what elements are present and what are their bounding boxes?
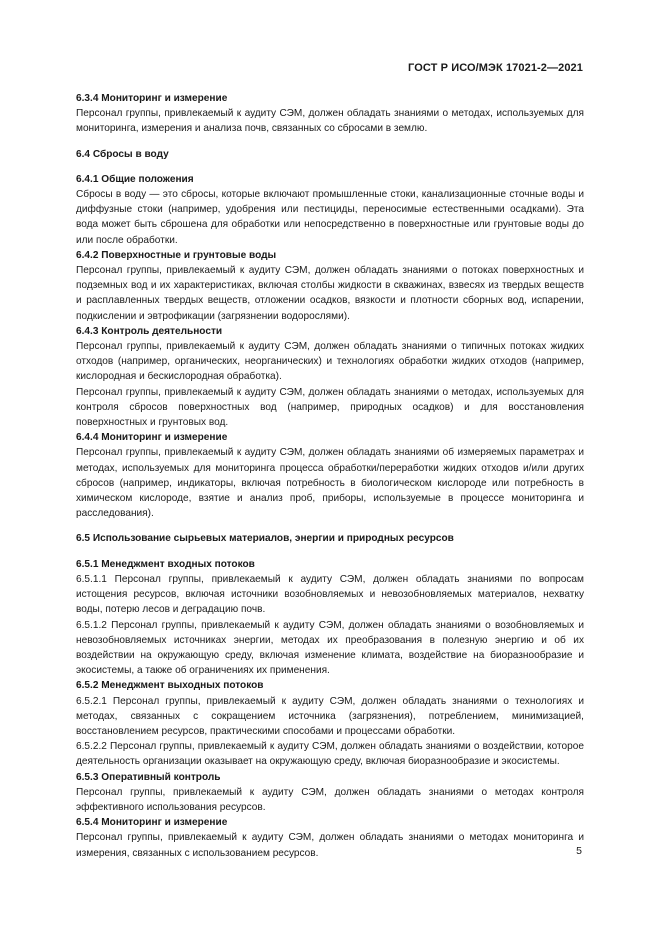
- section-heading: 6.5 Использование сырьевых материалов, энергии и природных ресурсов: [76, 533, 454, 545]
- spacer: [76, 521, 584, 531]
- section-heading: 6.4.4 Мониторинг и измерение: [76, 432, 228, 444]
- section-heading: 6.5.1 Менеджмент входных потоков: [76, 558, 255, 570]
- paragraph: Персонал группы, привлекаемый к аудиту СЭМ, должен обладать знаниями о методах мониторинга и измерения, связанных с использованием ресурсов.: [76, 832, 584, 859]
- spacer: [76, 547, 584, 557]
- section-heading: 6.5.2 Менеджмент выходных потоков: [76, 680, 264, 692]
- paragraph: 6.5.1.1 Персонал группы, привлекаемый к аудиту СЭМ, должен обладать знаниями по вопросам истощения ресурсов, включая источники возобновляемых и невозобновляемых материалов, нехватку воды, потерю лесов и деградацию почв.: [76, 573, 584, 616]
- paragraph: 6.5.1.2 Персонал группы, привлекаемый к аудиту СЭМ, должен обладать знаниями о возобновляемых и невозобновляемых источниках энергии, методах их преобразования в полезную энергию и об их воздействии на окружающую среду, включая изменение климата, воздействие на биоразнообразие и экосистемы, а также об ограничениях их применения.: [76, 619, 584, 677]
- paragraph: Персонал группы, привлекаемый к аудиту СЭМ, должен обладать знаниями о потоках поверхностных и подземных вод и их характеристиках, включая столбы жидкости в скважинах, взвесях из твердых веществ и расплавленных твердых веществ, отложении осадков, вязкости и плотности сборных вод, испарении, подкислении и эвтрофикации (загрязнении водорослями).: [76, 265, 584, 322]
- document-header: ГОСТ Р ИСО/МЭК 17021-2—2021: [408, 62, 583, 74]
- section-heading: 6.5.3 Оперативный контроль: [76, 771, 221, 783]
- spacer: [76, 162, 584, 172]
- paragraph: Персонал группы, привлекаемый к аудиту СЭМ, должен обладать знаниями о методах контроля эффективного использования ресурсов.: [76, 786, 584, 813]
- paragraph: Сбросы в воду — это сбросы, которые включают промышленные стоки, канализационные сточные воды и диффузные стоки (например, удобрения или пестициды, переносимые естественными осадками). Эта вода может быть сброшена для обработки или непосредственно в поверхностные или грунтовые воды до или после обработки.: [76, 189, 584, 246]
- paragraph: Персонал группы, привлекаемый к аудиту СЭМ, должен обладать знаниями о методах, используемых для мониторинга, измерения и анализа почв, связанных со сбросами в землю.: [76, 108, 584, 135]
- section-heading: 6.4 Сбросы в воду: [76, 148, 169, 160]
- document-body: [76, 91, 584, 861]
- section-heading: 6.5.4 Мониторинг и измерение: [76, 817, 228, 829]
- section-heading: 6.4.3 Контроль деятельности: [76, 325, 223, 337]
- page-number: 5: [576, 845, 582, 857]
- section-heading: 6.3.4 Мониторинг и измерение: [76, 93, 228, 104]
- spacer: [76, 137, 584, 147]
- section-heading: 6.4.2 Поверхностные и грунтовые воды: [76, 249, 277, 261]
- section-heading: 6.4.1 Общие положения: [76, 173, 194, 185]
- paragraph: Персонал группы, привлекаемый к аудиту СЭМ, должен обладать знаниями о методах, используемых для контроля сбросов поверхностных вод (например, природных осадков) и для восстановления поверхностных и грунтовых вод.: [76, 386, 584, 429]
- paragraph: Персонал группы, привлекаемый к аудиту СЭМ, должен обладать знаниями о типичных потоках жидких отходов (например, органических, неорганических) и технологиях обработки жидких отходов (например, кислородная и бескислородная обработка).: [76, 341, 584, 383]
- paragraph: 6.5.2.2 Персонал группы, привлекаемый к аудиту СЭМ, должен обладать знаниями о воздействии, которое деятельность организации оказывает на окружающую среду, включая биоразнообразие и экосистемы.: [76, 741, 584, 768]
- paragraph: 6.5.2.1 Персонал группы, привлекаемый к аудиту СЭМ, должен обладать знаниями о технологиях и методах, связанных с сокращением источника (загрязнения), потреблением, минимизацией, восстановлением ресурсов, практическими способами и процессами обработки.: [76, 695, 584, 737]
- paragraph: Персонал группы, привлекаемый к аудиту СЭМ, должен обладать знаниями об измеряемых параметрах и методах, используемых для мониторинга процесса обработки/переработки жидких отходов и/или других сбросов (например, индикаторы, включая потребность в биологическом кислороде или потребность в химическом кислороде, взятие и анализ проб, приборы, используемые в процессе мониторинга и расследования).: [76, 447, 584, 520]
